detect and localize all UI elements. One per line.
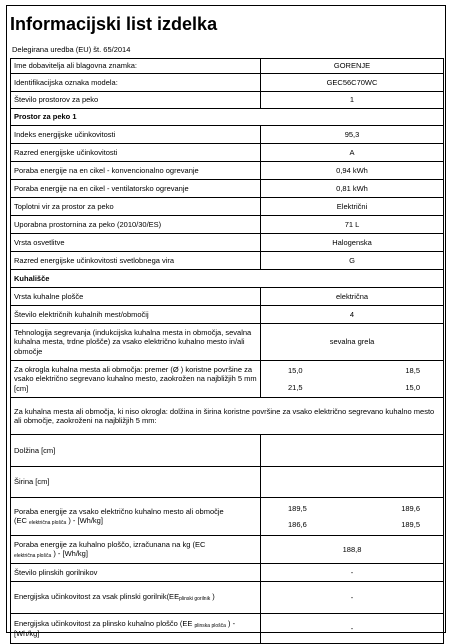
row-label: Vrsta osvetlitve: [11, 234, 261, 252]
label-subscript: električna plošča: [14, 553, 52, 560]
label-subscript: plinski gorilnik: [179, 596, 211, 603]
zone-value: 189,5: [288, 503, 307, 513]
row-label: [11, 614, 261, 644]
row-value: 71 L: [261, 216, 444, 234]
row-label: Indeks energijske učinkovitosti: [11, 126, 261, 144]
row-value: [261, 467, 444, 498]
table-row: [11, 252, 444, 270]
row-value: 95,3: [261, 126, 444, 144]
zone-value: 189,5: [401, 520, 420, 529]
row-value: 188,8: [261, 536, 444, 564]
zone-value: 15,0: [288, 365, 303, 375]
label-subscript: električna plošča: [29, 520, 67, 527]
page-title: Informacijski list izdelka: [10, 14, 218, 34]
row-label: Ime dobavitelja ali blagovna znamka:: [11, 59, 261, 74]
label-prefix: (EC: [14, 516, 29, 526]
zone-value: 186,6: [288, 520, 307, 529]
zone-energy-values: [261, 498, 444, 536]
row-label: Razred energijske učinkovitosti: [11, 144, 261, 162]
section-header-row: [11, 270, 444, 288]
row-value: 4: [261, 306, 444, 324]
table-row: [11, 144, 444, 162]
table-row: [11, 216, 444, 234]
table-row: [11, 582, 444, 614]
section-header-hob: Kuhališče: [11, 270, 444, 288]
value-pair: [264, 366, 440, 375]
row-label: Dolžina [cm]: [11, 435, 261, 467]
row-value: Halogenska: [261, 234, 444, 252]
row-label: Identifikacijska oznaka modela:: [11, 74, 261, 92]
zone-value: 21,5: [288, 383, 303, 392]
row-label: Za kuhalna mesta ali območja, ki niso okrogla: dolžina in širina koristne površine za vsako električno segrevano kuhalno mesto ali območje, zaokroženi na najbližjih 5 mm:: [11, 398, 444, 435]
zone-value: 15,0: [405, 383, 420, 392]
label-suffix: ) - [Wh/kg]: [14, 618, 236, 638]
table-row: [11, 306, 444, 324]
row-label: Število električnih kuhalnih mest/območij: [11, 306, 261, 324]
row-label: [11, 582, 261, 614]
table-row: [11, 498, 444, 536]
row-label: Tehnologija segrevanja (indukcijska kuhalna mesta in območja, sevalna kuhalna mesta, trdne plošče) za vsako električno kuhalno mesto in/ali območje: [11, 324, 261, 361]
row-value: -: [261, 614, 444, 644]
label-text: Poraba energije za vsako električno kuhalno mesto ali območje: [14, 506, 224, 516]
row-label: Toplotni vir za prostor za peko: [11, 198, 261, 216]
table-row: [11, 435, 444, 467]
row-value: GEC56C70WC: [261, 74, 444, 92]
label-text: Poraba energije za kuhalno ploščo, izračunana na kg (EC: [14, 539, 206, 549]
row-value: -: [261, 582, 444, 614]
row-value: G: [261, 252, 444, 270]
row-label: Uporabna prostornina za peko (2010/30/ES): [11, 216, 261, 234]
label-text: Energijska učinkovitost za plinsko kuhalno ploščo (EE: [14, 618, 195, 628]
row-label: [11, 498, 261, 536]
table-row: [11, 614, 444, 644]
row-value: sevalna grela: [261, 324, 444, 361]
row-value: A: [261, 144, 444, 162]
table-row: [11, 234, 444, 252]
table-row: [11, 74, 444, 92]
zone-value: 189,6: [401, 503, 420, 513]
table-row: [11, 564, 444, 582]
section-header-row: [11, 109, 444, 126]
row-value: 0,94 kWh: [261, 162, 444, 180]
table-row: [11, 288, 444, 306]
value-pair: [264, 520, 440, 529]
label-suffix: ): [210, 592, 215, 602]
table-row: [11, 180, 444, 198]
row-label: Poraba energije na en cikel - ventilatorsko ogrevanje: [11, 180, 261, 198]
product-data-table: [10, 58, 444, 644]
section-header-oven: Prostor za peko 1: [11, 109, 444, 126]
table-row: [11, 92, 444, 109]
row-label: Širina [cm]: [11, 467, 261, 498]
row-value: -: [261, 564, 444, 582]
zone-diameters: [261, 361, 444, 398]
row-label: [11, 536, 261, 564]
regulation-reference: Delegirana uredba (EU) št. 65/2014: [12, 45, 131, 54]
label-text: Energijska učinkovitost za vsak plinski gorilnik(EE: [14, 592, 180, 602]
table-row: [11, 324, 444, 361]
value-pair: [264, 383, 440, 392]
label-suffix: ) - [Wh/kg]: [66, 516, 103, 526]
table-row: [11, 126, 444, 144]
value-pair: [264, 504, 440, 513]
label-suffix: ) - [Wh/kg]: [51, 549, 88, 559]
label-subscript: plinska plošča: [194, 622, 226, 629]
table-row: [11, 467, 444, 498]
row-label: Razred energijske učinkovitosti svetlobnega vira: [11, 252, 261, 270]
row-value: 1: [261, 92, 444, 109]
table-row: [11, 361, 444, 398]
row-label: Poraba energije na en cikel - konvencionalno ogrevanje: [11, 162, 261, 180]
product-information-sheet: [6, 5, 446, 638]
row-label: Za okrogla kuhalna mesta ali območja: premer (Ø ) koristne površine za vsako električno segrevano kuhalno mesto, zaokrožen na najbližjih 5 mm [cm]: [11, 361, 261, 398]
row-label: Vrsta kuhalne plošče: [11, 288, 261, 306]
row-value: električna: [261, 288, 444, 306]
row-value: GORENJE: [261, 59, 444, 74]
table-row: [11, 198, 444, 216]
row-value: 0,81 kWh: [261, 180, 444, 198]
table-row: [11, 536, 444, 564]
zone-value: 18,5: [405, 365, 420, 375]
table-row: [11, 162, 444, 180]
row-label: Število plinskih gorilnikov: [11, 564, 261, 582]
row-value: [261, 435, 444, 467]
row-value: Električni: [261, 198, 444, 216]
row-label: Število prostorov za peko: [11, 92, 261, 109]
table-row: [11, 59, 444, 74]
table-row: [11, 398, 444, 435]
